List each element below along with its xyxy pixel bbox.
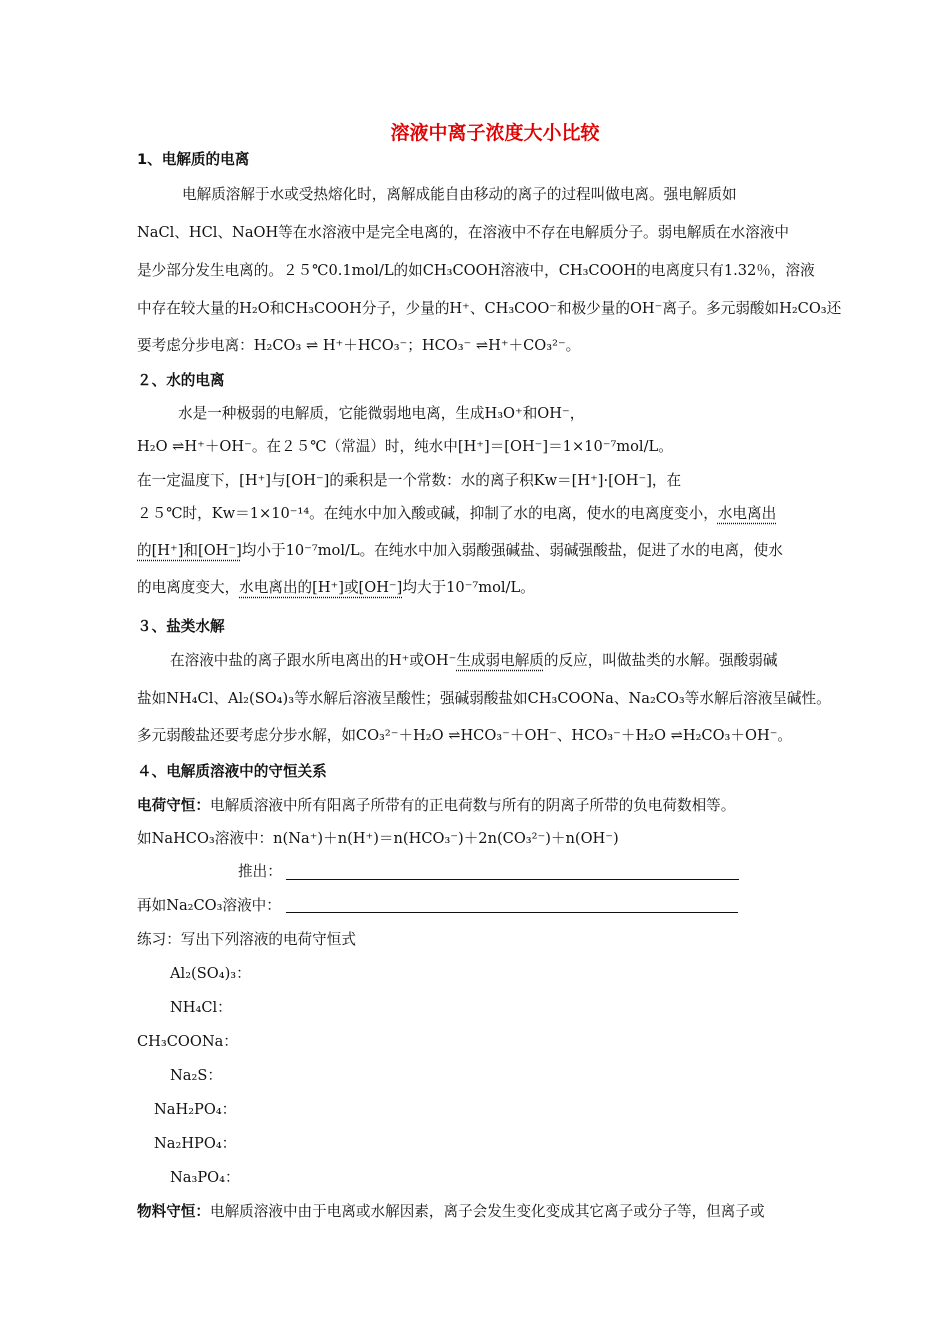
practice-item-na2hpo4: Na₂HPO₄：	[154, 1135, 237, 1152]
s2-line-2: H₂O ⇌H⁺＋OH⁻。在２５℃（常温）时，纯水中[H⁺]＝[OH⁻]＝1×10⁻⁷mol/L。	[137, 438, 673, 455]
s2-line-5-text: 均小于10⁻⁷mol/L。在纯水中加入弱酸强碱盐、弱碱强酸盐，促进了水的电离，使水	[241, 542, 783, 559]
derive-answer-blank[interactable]	[286, 879, 739, 880]
s2-dotted-emphasis-3: 水电离出的[H⁺]或[OH⁻]	[239, 579, 403, 596]
s3-line-1-lead: 在溶液中盐的离子跟水所电离出的H⁺或OH⁻	[170, 652, 457, 669]
charge-conservation-line	[137, 796, 735, 816]
derive-label: 推出：	[238, 863, 282, 880]
s2-line-4	[137, 504, 776, 524]
s2-line-6	[137, 578, 535, 598]
section-2-heading: ２、水的电离	[137, 372, 225, 389]
material-conservation-line	[137, 1202, 765, 1222]
page-title: 溶液中离子浓度大小比较	[390, 122, 600, 144]
practice-item-na2s: Na₂S：	[170, 1067, 222, 1084]
nahco3-example: 如NaHCO₃溶液中：n(Na⁺)＋n(H⁺)＝n(HCO₃⁻)＋2n(CO₃²⁻)＋n(OH⁻)	[137, 830, 619, 847]
section-4-heading: ４、电解质溶液中的守恒关系	[137, 763, 327, 780]
s2-line-1: 水是一种极弱的电解质，它能微弱地电离，生成H₃O⁺和OH⁻，	[178, 405, 585, 422]
charge-conservation-label: 电荷守恒：	[137, 797, 210, 814]
section-1-heading: 1、电解质的电离	[137, 151, 250, 168]
s3-line-2: 盐如NH₄Cl、Al₂(SO₄)₃等水解后溶液呈酸性；强碱弱酸盐如CH₃COONa、Na₂CO₃等水解后溶液呈碱性。	[137, 690, 831, 707]
practice-item-ch3coona: CH₃COONa：	[137, 1033, 238, 1050]
s2-dotted-emphasis-2: 的[H⁺]和[OH⁻]	[137, 542, 242, 559]
practice-instruction: 练习：写出下列溶液的电荷守恒式	[137, 931, 356, 948]
s2-line-5	[137, 541, 783, 561]
practice-item-nah2po4: NaH₂PO₄：	[154, 1101, 237, 1118]
s1-line-4: 中存在较大量的H₂O和CH₃COOH分子，少量的H⁺、CH₃COO⁻和极少量的OH⁻离子。多元弱酸如H₂CO₃还	[137, 300, 842, 317]
charge-conservation-text: 电解质溶液中所有阳离子所带有的正电荷数与所有的阴离子所带的负电荷数相等。	[209, 797, 736, 814]
s2-dotted-emphasis-1: 水电离出	[717, 505, 777, 522]
s2-line-6-lead: 的电离度变大，	[137, 579, 240, 596]
section-3-heading: ３、盐类水解	[137, 618, 225, 635]
na2co3-label: 再如Na₂CO₃溶液中：	[137, 897, 281, 914]
practice-item-nh4cl: NH₄Cl：	[170, 999, 232, 1016]
practice-item-al2so43: Al₂(SO₄)₃：	[170, 965, 251, 982]
s1-line-1: 电解质溶解于水或受热熔化时，离解成能自由移动的离子的过程叫做电离。强电解质如	[182, 186, 737, 203]
s3-dotted-emphasis: 生成弱电解质	[456, 652, 544, 669]
s2-line-3: 在一定温度下，[H⁺]与[OH⁻]的乘积是一个常数：水的离子积Kw＝[H⁺]·[OH⁻]，在	[137, 472, 682, 489]
s3-line-1-tail: 的反应，叫做盐类的水解。强酸弱碱	[543, 652, 778, 669]
na2co3-answer-blank[interactable]	[286, 912, 738, 913]
material-conservation-label: 物料守恒：	[137, 1203, 210, 1220]
s1-line-3: 是少部分发生电离的。２５℃0.1mol/L的如CH₃COOH溶液中，CH₃COOH的电离度只有1.32％，溶液	[137, 262, 815, 279]
s3-line-3: 多元弱酸盐还要考虑分步水解，如CO₃²⁻＋H₂O ⇌HCO₃⁻＋OH⁻、HCO₃⁻＋H₂O ⇌H₂CO₃＋OH⁻。	[137, 727, 792, 744]
material-conservation-text: 电解质溶液中由于电离或水解因素，离子会发生变化变成其它离子或分子等，但离子或	[209, 1203, 765, 1220]
s2-line-6-tail: 均大于10⁻⁷mol/L。	[402, 579, 535, 596]
s3-line-1	[170, 651, 777, 671]
s1-line-5: 要考虑分步电离：H₂CO₃ ⇌ H⁺＋HCO₃⁻；HCO₃⁻ ⇌H⁺＋CO₃²⁻。	[137, 337, 581, 354]
practice-item-na3po4: Na₃PO₄：	[170, 1169, 240, 1186]
s1-line-2: NaCl、HCl、NaOH等在水溶液中是完全电离的，在溶液中不存在电解质分子。弱电解质在水溶液中	[137, 224, 789, 241]
s2-line-4-text: ２５℃时，Kw＝1×10⁻¹⁴。在纯水中加入酸或碱，抑制了水的电离，使水的电离度变小，	[137, 505, 718, 522]
